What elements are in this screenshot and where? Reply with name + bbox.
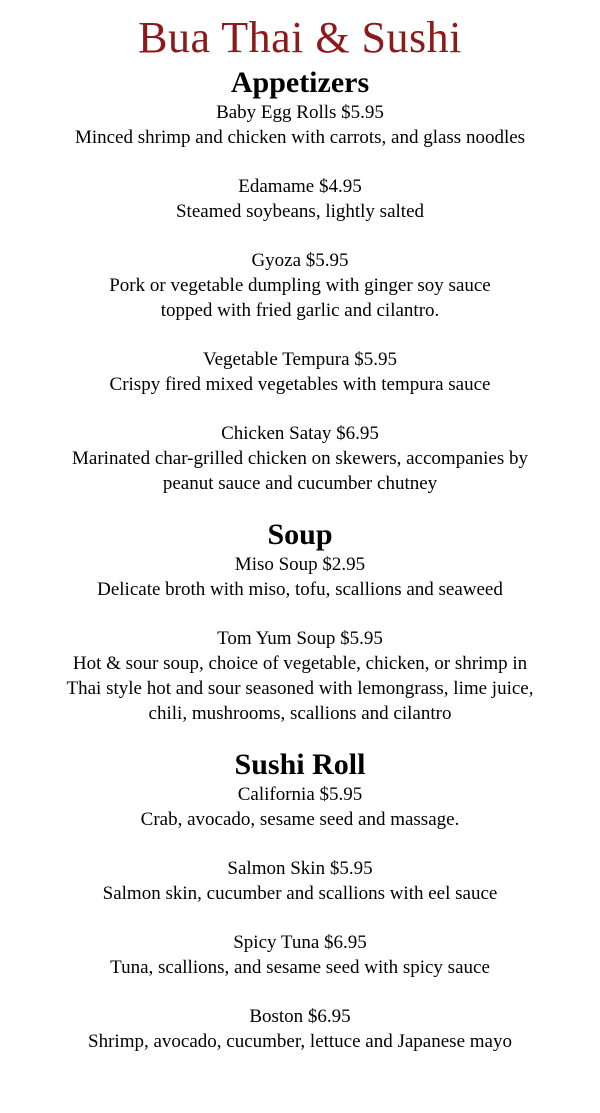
item-description: Salmon skin, cucumber and scallions with eel sauce bbox=[102, 883, 498, 904]
item-name-price: California $5.95 bbox=[237, 784, 363, 805]
menu-item bbox=[0, 930, 600, 980]
item-name-price: Salmon Skin $5.95 bbox=[227, 858, 373, 879]
menu-item bbox=[0, 626, 600, 726]
item-description: Thai style hot and sour seasoned with lemongrass, lime juice, bbox=[66, 678, 534, 699]
section-heading: Sushi Roll bbox=[234, 748, 366, 781]
item-description: Hot & sour soup, choice of vegetable, chicken, or shrimp in bbox=[72, 653, 528, 674]
section-heading: Appetizers bbox=[230, 66, 370, 99]
menu-item bbox=[0, 100, 600, 150]
menu-item bbox=[0, 782, 600, 832]
item-name-price: Spicy Tuna $6.95 bbox=[233, 932, 367, 953]
item-name-price: Chicken Satay $6.95 bbox=[221, 423, 379, 444]
item-description: Shrimp, avocado, cucumber, lettuce and Japanese mayo bbox=[88, 1031, 512, 1052]
item-description: Delicate broth with miso, tofu, scallions and seaweed bbox=[97, 579, 503, 600]
item-description: topped with fried garlic and cilantro. bbox=[160, 300, 440, 321]
item-name-price: Miso Soup $2.95 bbox=[234, 554, 366, 575]
item-name-price: Tom Yum Soup $5.95 bbox=[217, 628, 383, 649]
menu-item bbox=[0, 856, 600, 906]
restaurant-title: Bua Thai & Sushi bbox=[138, 13, 462, 62]
menu-item bbox=[0, 552, 600, 602]
menu-item bbox=[0, 347, 600, 397]
item-description: peanut sauce and cucumber chutney bbox=[162, 473, 438, 494]
menu-item bbox=[0, 421, 600, 496]
section-soup bbox=[0, 518, 600, 726]
item-description: Minced shrimp and chicken with carrots, and glass noodles bbox=[74, 127, 526, 148]
item-name-price: Vegetable Tempura $5.95 bbox=[202, 349, 398, 370]
item-name-price: Baby Egg Rolls $5.95 bbox=[216, 102, 384, 123]
menu-item bbox=[0, 1004, 600, 1054]
item-description: Tuna, scallions, and sesame seed with spicy sauce bbox=[110, 957, 490, 978]
section-sushi-roll bbox=[0, 748, 600, 1054]
item-name-price: Gyoza $5.95 bbox=[251, 250, 349, 271]
item-description: Crab, avocado, sesame seed and massage. bbox=[140, 809, 460, 830]
item-name-price: Edamame $4.95 bbox=[238, 176, 362, 197]
menu-item bbox=[0, 248, 600, 323]
item-description: Crispy fired mixed vegetables with tempura sauce bbox=[109, 374, 491, 395]
item-description: Marinated char-grilled chicken on skewers, accompanies by bbox=[72, 448, 528, 469]
item-description: Pork or vegetable dumpling with ginger soy sauce bbox=[109, 275, 491, 296]
item-description: Steamed soybeans, lightly salted bbox=[175, 201, 424, 222]
item-name-price: Boston $6.95 bbox=[249, 1006, 351, 1027]
section-heading: Soup bbox=[267, 518, 333, 551]
menu-item bbox=[0, 174, 600, 224]
item-description: chili, mushrooms, scallions and cilantro bbox=[148, 703, 452, 724]
section-appetizers bbox=[0, 66, 600, 496]
